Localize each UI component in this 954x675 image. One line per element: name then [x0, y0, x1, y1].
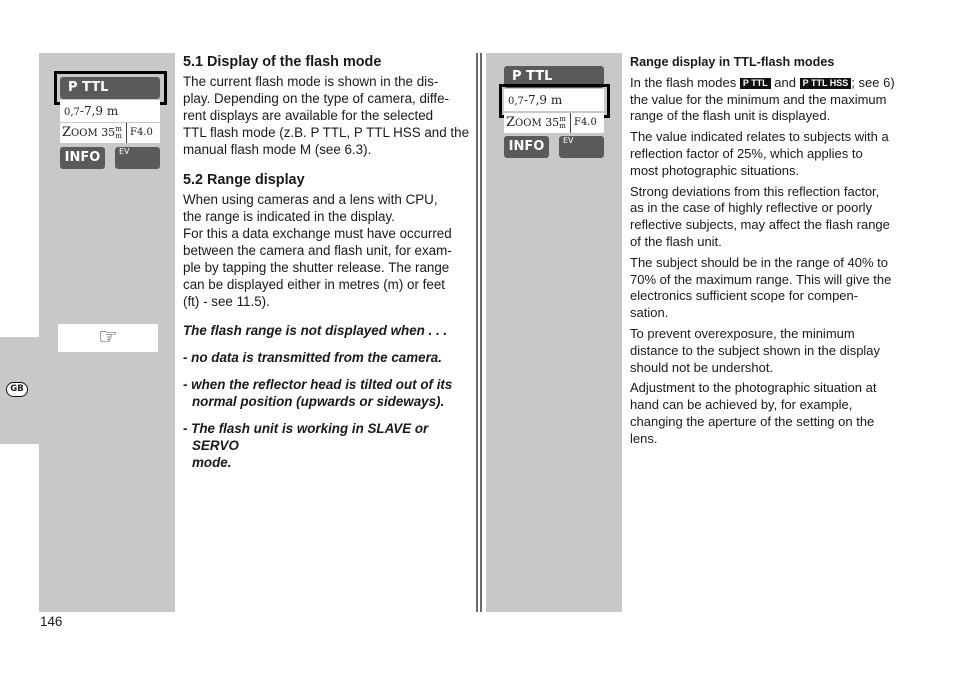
paragraph: In the flash modes P TTL and P TTL HSS ; see 6) the value for the minimum and the maximum range of the flash unit is displayed.: [630, 74, 895, 124]
section-5-2-heading: 5.2 Range display: [183, 172, 305, 188]
zoom-readout: ZOOM 35m m F4.0: [504, 113, 604, 133]
info-button: INFO: [504, 136, 549, 158]
ev-button: EV: [115, 147, 160, 169]
page-divider-left: [476, 53, 478, 612]
note-heading: The flash range is not displayed when . . .: [183, 323, 448, 338]
info-button: INFO: [60, 147, 105, 169]
paragraph: Strong deviations from this reflection factor, as in the case of highly reflective or poorly reflective subjects, may affect the flash range of the flash unit.: [630, 183, 890, 249]
note-item: - no data is transmitted from the camera.: [183, 350, 442, 365]
pointing-hand-icon: ☞: [58, 324, 158, 352]
p-ttl-hss-chip: P TTL HSS: [800, 78, 852, 89]
p-ttl-chip: P TTL: [740, 78, 771, 89]
range-display-heading: Range display in TTL-flash modes: [630, 55, 835, 69]
paragraph: To prevent overexposure, the minimum distance to the subject shown in the display should not be undershot.: [630, 325, 881, 375]
left-text-column: [183, 54, 471, 314]
mode-indicator: P TTL: [60, 77, 160, 99]
page-number: 146: [40, 614, 63, 629]
page-divider-right: [480, 53, 482, 612]
aperture-value: F4.0: [570, 113, 604, 133]
ev-button: EV: [559, 136, 604, 158]
language-badge: GB: [6, 382, 28, 397]
note-item: - when the reflector head is tilted out of its normal position (upwards or sideways).: [183, 377, 453, 409]
paragraph: Adjustment to the photographic situation at hand can be achieved by, for example, changing the aperture of the setting on the lens.: [630, 380, 877, 446]
aperture-value: F4.0: [126, 123, 160, 143]
zoom-readout: ZOOM 35m m F4.0: [60, 123, 160, 143]
paragraph: The value indicated relates to subjects with a reflection factor of 25%, which applies to most photographic situations.: [630, 129, 889, 178]
range-readout: 0,7-7,9 m: [504, 89, 604, 111]
mode-indicator: P TTL: [504, 66, 604, 88]
note-item: - The flash unit is working in SLAVE or SERVO mode.: [183, 421, 429, 470]
right-text-column: [630, 54, 920, 452]
note-block: [183, 322, 473, 471]
section-5-1-body: The current flash mode is shown in the dis- play. Depending on the type of camera, diffe- rent displays are available for the selected TTL flash mode (z.B. P TTL, P TTL HSS and the manual flash mode M (see 6.3).: [183, 74, 470, 157]
section-5-2-body: When using cameras and a lens with CPU, the range is indicated in the display. For this a data exchange must have occurred between the camera and flash unit, for exam- ple by tapping the shutter release. The range can be displayed either in metres (m) or feet (ft) - see 11.5).: [183, 192, 452, 309]
paragraph: The subject should be in the range of 40% to 70% of the maximum range. This will give the electronics sufficient scope for compen- sation.: [630, 254, 892, 321]
range-readout: 0,7-7,9 m: [60, 100, 160, 122]
section-5-1-heading: 5.1 Display of the flash mode: [183, 54, 382, 70]
